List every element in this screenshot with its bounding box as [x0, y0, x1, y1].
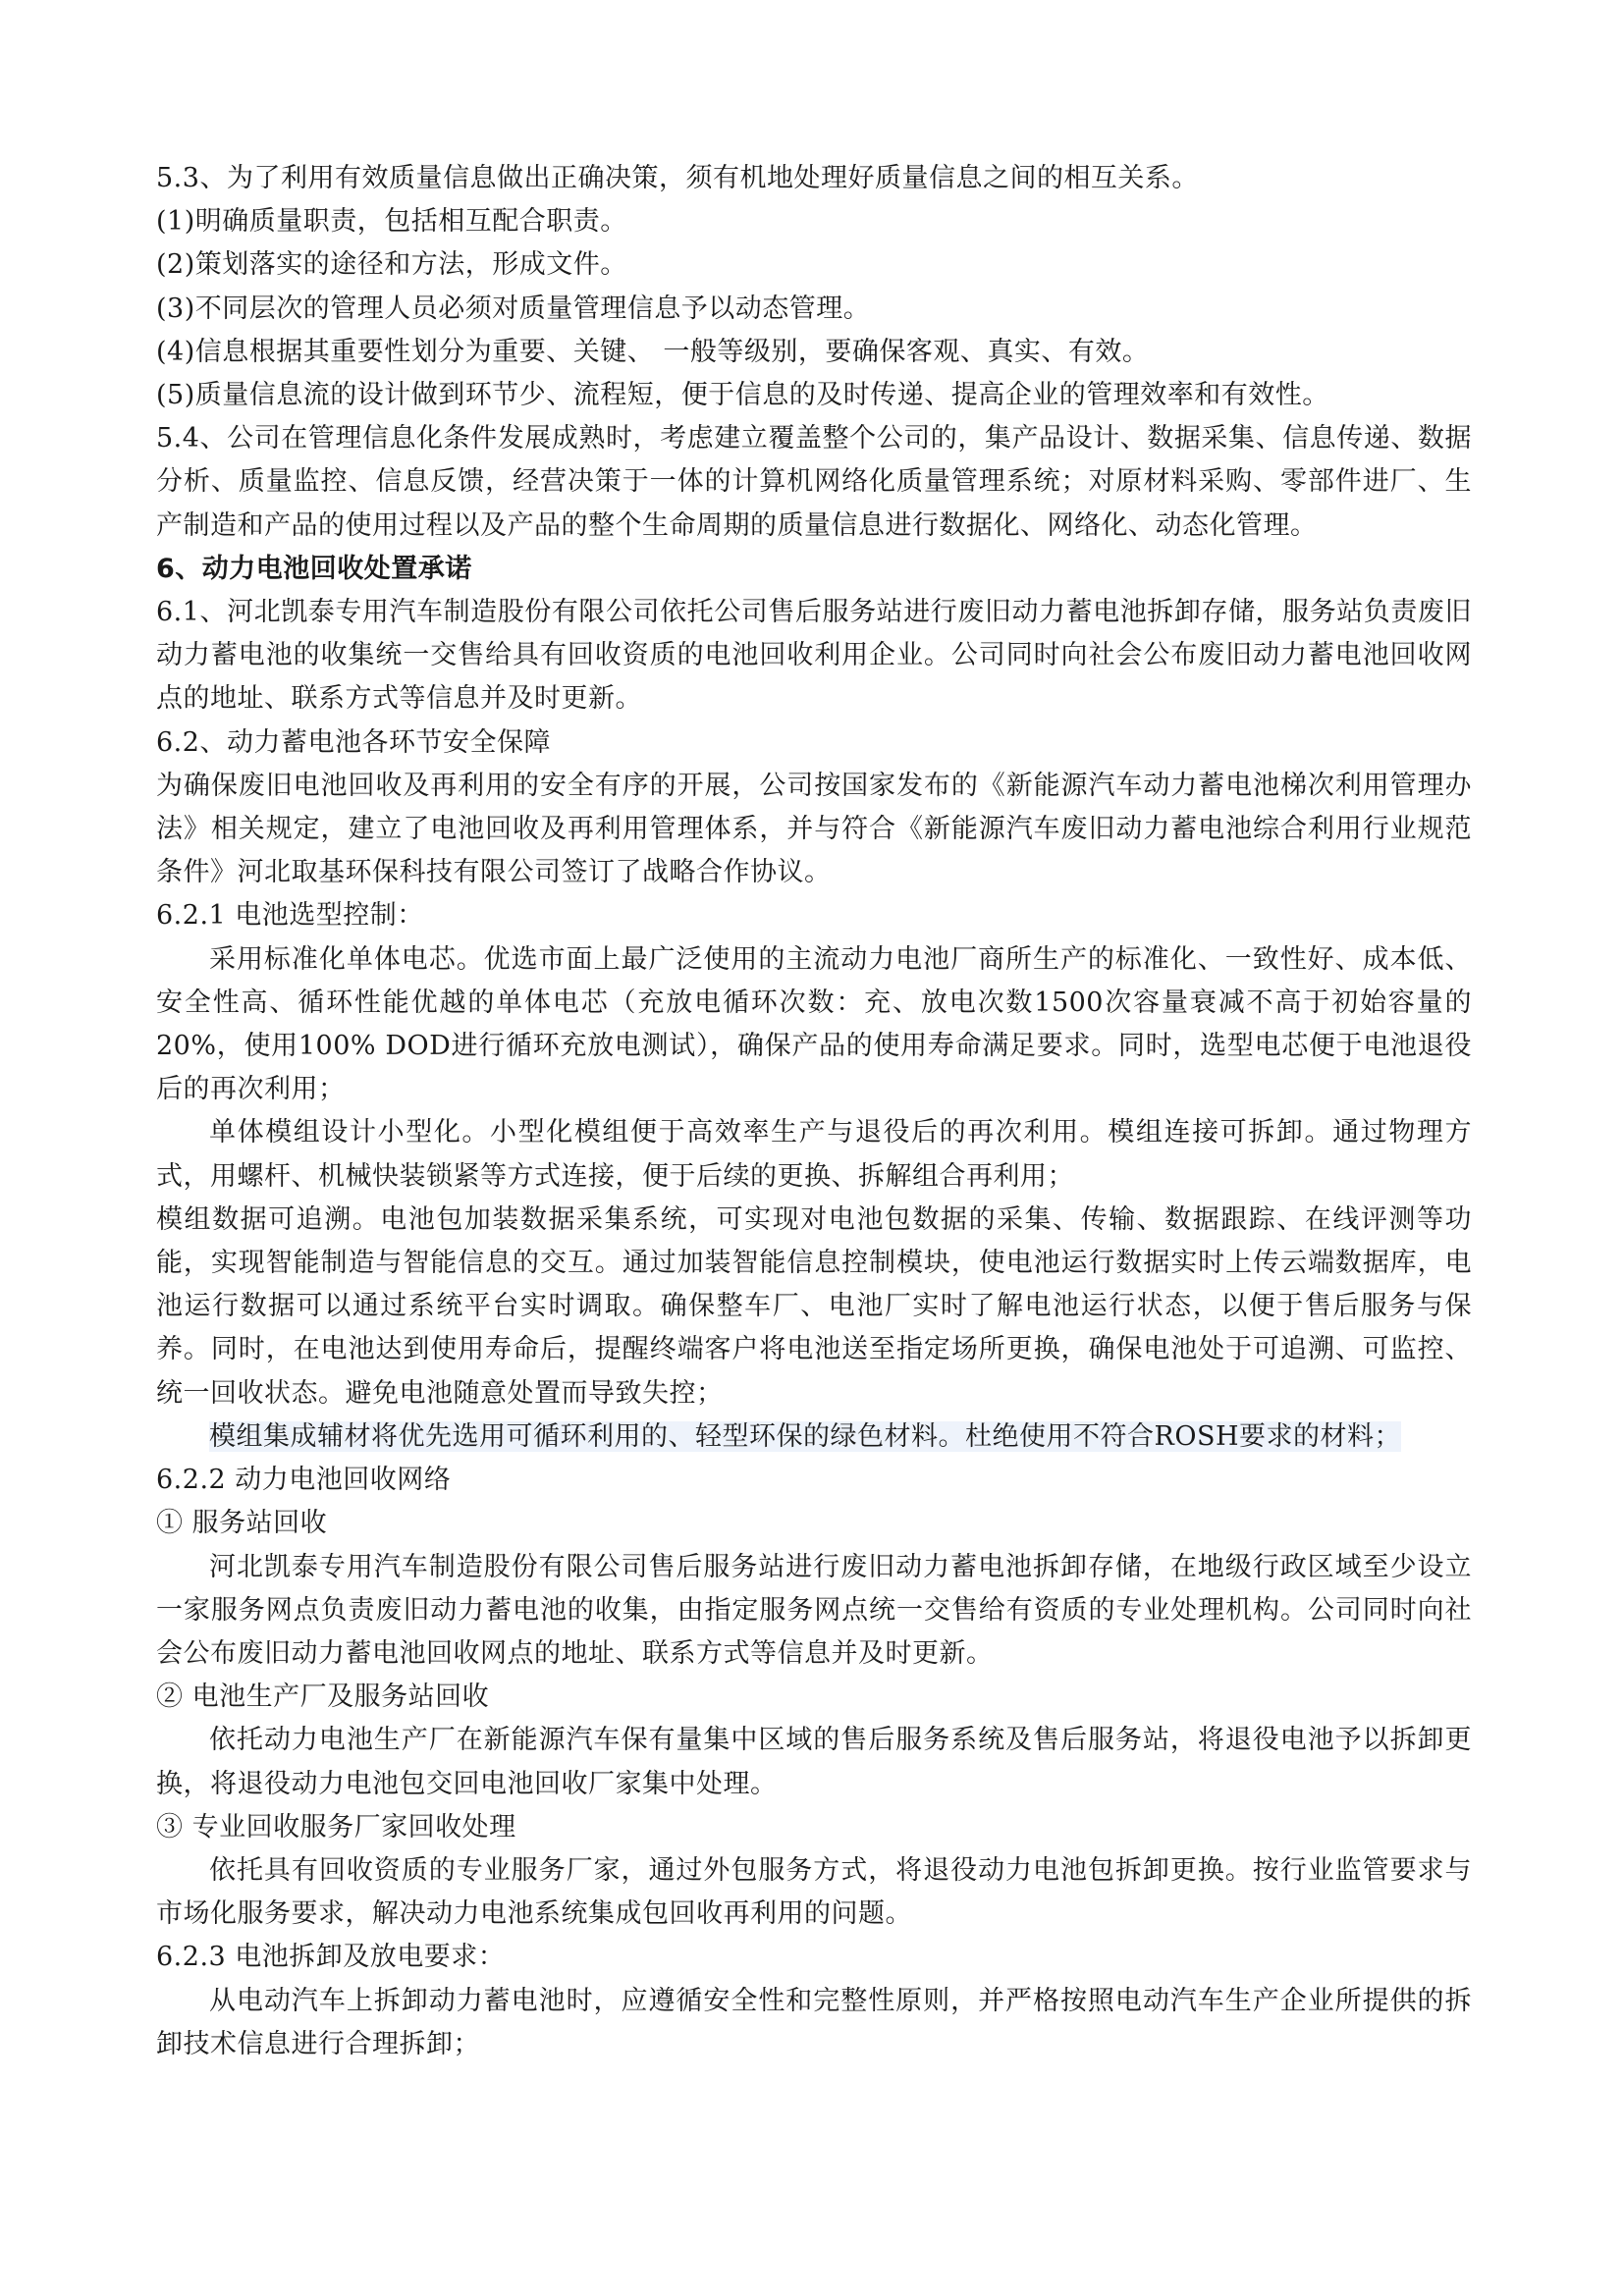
paragraph-5-4: 5.4、公司在管理信息化条件发展成熟时，考虑建立覆盖整个公司的，集产品设计、数据采集、信息传递、数据分析、质量监控、信息反馈，经营决策于一体的计算机网络化质量管理系统；对原材料采购、零部件进厂、生产制造和产品的使用过程以及产品的整个生命周期的质量信息进行数据化、网络化、动态化管理。: [156, 423, 1472, 541]
paragraph-battery-factory: 依托动力电池生产厂在新能源汽车保有量集中区域的售后服务系统及售后服务站，将退役电池予以拆卸更换，将退役动力电池包交回电池回收厂家集中处理。: [156, 1725, 1472, 1799]
list-item-1: (1)明确质量职责，包括相互配合职责。: [156, 206, 627, 238]
list-item-circled-1: ① 服务站回收: [156, 1508, 328, 1539]
paragraph-5-3: 5.3、为了利用有效质量信息做出正确决策，须有机地处理好质量信息之间的相互关系。: [156, 163, 1199, 193]
paragraph-green-materials: [156, 1415, 1472, 1459]
subheading-6-2-3: 6.2.3 电池拆卸及放电要求：: [156, 1942, 506, 1973]
paragraph-6-2-body: 为确保废旧电池回收及再利用的安全有序的开展，公司按国家发布的《新能源汽车动力蓄电池梯次利用管理办法》相关规定，建立了电池回收及再利用管理体系，并与符合《新能源汽车废旧动力蓄电池综合利用行业规范条件》河北取基环保科技有限公司签订了战略合作协议。: [156, 770, 1472, 888]
list-item-4: (4)信息根据其重要性划分为重要、关键、 一般等级别，要确保客观、真实、有效。: [156, 336, 1150, 367]
list-item-2: (2)策划落实的途径和方法，形成文件。: [156, 249, 627, 281]
paragraph-disassembly: 从电动汽车上拆卸动力蓄电池时，应遵循安全性和完整性原则，并严格按照电动汽车生产企业所提供的拆卸技术信息进行合理拆卸；: [156, 1985, 1472, 2059]
paragraph-traceability: 模组数据可追溯。电池包加装数据采集系统，可实现对电池包数据的采集、传输、数据跟踪、在线评测等功能，实现智能制造与智能信息的交互。通过加装智能信息控制模块，使电池运行数据实时上传云端数据库，电池运行数据可以通过系统平台实时调取。确保整车厂、电池厂实时了解电池运行状态，以便于售后服务与保养。同时，在电池达到使用寿命后，提醒终端客户将电池送至指定场所更换，确保电池处于可追溯、可监控、统一回收状态。避免电池随意处置而导致失控；: [156, 1203, 1472, 1409]
list-item-3: (3)不同层次的管理人员必须对质量管理信息予以动态管理。: [156, 293, 871, 324]
list-item-circled-3: ③ 专业回收服务厂家回收处理: [156, 1811, 516, 1842]
section-heading-6: 6、动力电池回收处置承诺: [156, 553, 472, 584]
paragraph-standard-cells: 采用标准化单体电芯。优选市面上最广泛使用的主流动力电池厂商所生产的标准化、一致性好、成本低、安全性高、循环性能优越的单体电芯（充放电循环次数：充、放电次数1500次容量衰减不高于初始容量的20%，使用100% DOD进行循环充放电测试），确保产品的使用寿命满足要求。同时，选型电芯便于电池退役后的再次利用；: [156, 943, 1472, 1105]
paragraph-professional-vendor: 依托具有回收资质的专业服务厂家，通过外包服务方式，将退役动力电池包拆卸更换。按行业监管要求与市场化服务要求，解决动力电池系统集成包回收再利用的问题。: [156, 1854, 1472, 1930]
paragraph-6-1: 6.1、河北凯泰专用汽车制造股份有限公司依托公司售后服务站进行废旧动力蓄电池拆卸存储，服务站负责废旧动力蓄电池的收集统一交售给具有回收资质的电池回收利用企业。公司同时向社会公布废旧动力蓄电池回收网点的地址、联系方式等信息并及时更新。: [156, 597, 1472, 715]
subheading-6-2-1: 6.2.1 电池选型控制：: [156, 900, 424, 932]
list-item-circled-2: ② 电池生产厂及服务站回收: [156, 1682, 490, 1713]
document-page: [156, 157, 1472, 2066]
highlighted-text: 模组集成辅材将优先选用可循环利用的、轻型环保的绿色材料。杜绝使用不符合ROSH要求的材料；: [209, 1420, 1402, 1452]
subheading-6-2-2: 6.2.2 动力电池回收网络: [156, 1465, 452, 1496]
subheading-6-2: 6.2、动力蓄电池各环节安全保障: [156, 726, 551, 758]
paragraph-service-station: 河北凯泰专用汽车制造股份有限公司售后服务站进行废旧动力蓄电池拆卸存储，在地级行政区域至少设立一家服务网点负责废旧动力蓄电池的收集，由指定服务网点统一交售给有资质的专业处理机构。公司同时向社会公布废旧动力蓄电池回收网点的地址、联系方式等信息并及时更新。: [156, 1551, 1472, 1669]
paragraph-module-design: 单体模组设计小型化。小型化模组便于高效率生产与退役后的再次利用。模组连接可拆卸。通过物理方式，用螺杆、机械快装锁紧等方式连接，便于后续的更换、拆解组合再利用；: [156, 1117, 1472, 1192]
list-item-5: (5)质量信息流的设计做到环节少、流程短，便于信息的及时传递、提高企业的管理效率和有效性。: [156, 380, 1329, 411]
